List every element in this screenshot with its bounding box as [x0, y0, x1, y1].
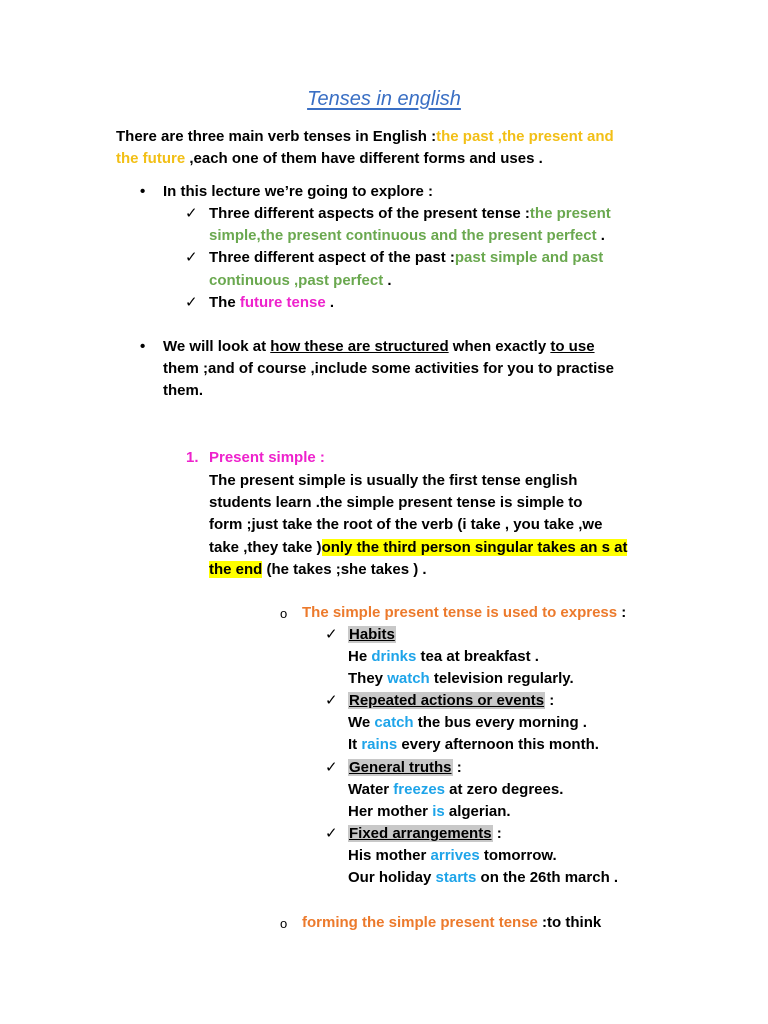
- example-verb: freezes: [393, 781, 445, 798]
- example-text: He: [348, 648, 372, 665]
- check-item-text: .: [325, 294, 335, 311]
- bullet-1-text: In this lecture we’re going to explore :: [163, 183, 434, 200]
- example-text: television regularly.: [429, 670, 574, 687]
- check-item-1-line-2: [209, 226, 605, 246]
- check-item-text: The: [209, 294, 240, 311]
- example-text: It: [348, 736, 362, 753]
- forming-heading-suffix: :to think: [537, 914, 602, 931]
- use-label: Repeated actions or events: [349, 692, 545, 709]
- use-label-suffix: :: [452, 759, 462, 776]
- intro-line-1: [116, 127, 614, 147]
- forming-heading-text: forming the simple present tense: [302, 914, 538, 931]
- example-text: Water: [348, 781, 394, 798]
- check-item-text: .: [383, 272, 392, 289]
- present-aspects: simple,the present continuous and the present perfect: [209, 227, 597, 244]
- bullet-2-text: when exactly: [448, 338, 551, 355]
- intro-text: There are three main verb tenses in English :: [116, 128, 437, 145]
- circle-bullet-icon: o: [280, 916, 288, 931]
- checkmark-icon: ✓: [325, 692, 338, 709]
- example-sentence: [348, 846, 557, 866]
- example-text: tea at breakfast .: [416, 648, 539, 665]
- forming-heading: [302, 913, 601, 933]
- check-item-text: Three different aspects of the present tense :: [209, 205, 530, 222]
- section-paragraph-line: [209, 559, 427, 581]
- intro-text: ,each one of them have different forms and uses .: [185, 150, 543, 167]
- checkmark-icon: ✓: [185, 294, 198, 311]
- checkmark-icon: ✓: [185, 249, 198, 266]
- check-item-2-line-2: [209, 271, 392, 291]
- past-aspects: continuous ,past perfect: [209, 272, 384, 289]
- section-paragraph-line: [209, 537, 627, 559]
- circle-bullet-icon: o: [280, 606, 288, 621]
- bullet-icon: •: [140, 183, 146, 200]
- use-label: Habits: [349, 626, 395, 643]
- example-text: the bus every morning .: [413, 714, 587, 731]
- uses-heading: [302, 603, 626, 623]
- highlighted-rule: only the third person singular takes an s at: [321, 539, 628, 556]
- example-verb: arrives: [430, 847, 480, 864]
- use-label: Fixed arrangements: [349, 825, 492, 842]
- example-text: every afternoon this month.: [397, 736, 599, 753]
- use-label-suffix: :: [492, 825, 502, 842]
- example-verb: drinks: [371, 648, 417, 665]
- section-paragraph-line: form ;just take the root of the verb (i take , you take ,we: [209, 516, 603, 533]
- bullet-2-line-3: them.: [163, 382, 204, 399]
- example-sentence: [348, 647, 539, 667]
- section-paragraph-line: students learn .the simple present tense is simple to: [209, 494, 583, 511]
- checkmark-icon: ✓: [325, 759, 338, 776]
- section-number: 1.: [186, 449, 199, 466]
- example-text: They: [348, 670, 388, 687]
- bullet-icon: •: [140, 338, 146, 355]
- example-sentence: [348, 780, 563, 800]
- use-label-line: [348, 691, 554, 711]
- use-label: General truths: [349, 759, 452, 776]
- intro-future-highlight: the future: [116, 150, 186, 167]
- use-label-line: [348, 824, 502, 844]
- example-text: His mother: [348, 847, 431, 864]
- example-sentence: [348, 713, 587, 733]
- underlined-phrase: to use: [550, 338, 595, 355]
- example-sentence: [348, 735, 599, 755]
- underlined-phrase: how these are structured: [270, 338, 449, 355]
- present-aspects: the present: [529, 205, 611, 222]
- example-text: algerian.: [444, 803, 511, 820]
- bullet-2-line-2: them ;and of course ,include some activities for you to practise: [163, 360, 614, 377]
- example-verb: watch: [387, 670, 430, 687]
- use-label-line: [348, 758, 462, 778]
- example-sentence: [348, 669, 574, 689]
- example-text: Her mother: [348, 803, 433, 820]
- paragraph-text: take ,they take ): [209, 539, 322, 556]
- paragraph-text: (he takes ;she takes ) .: [262, 561, 427, 578]
- highlighted-rule: the end: [209, 561, 263, 578]
- check-item-2-line-1: [209, 248, 603, 268]
- uses-heading-colon: :: [617, 604, 627, 621]
- example-text: tomorrow.: [479, 847, 557, 864]
- section-heading: Present simple :: [209, 449, 325, 466]
- checkmark-icon: ✓: [325, 825, 338, 842]
- check-item-text: Three different aspect of the past :: [209, 249, 455, 266]
- example-verb: starts: [435, 869, 477, 886]
- example-text: Our holiday: [348, 869, 436, 886]
- bullet-2-text: We will look at: [163, 338, 271, 355]
- example-sentence: [348, 868, 618, 888]
- check-item-3: [209, 293, 334, 313]
- check-item-text: .: [596, 227, 605, 244]
- page-title: Tenses in english: [307, 88, 461, 110]
- example-text: at zero degrees.: [445, 781, 564, 798]
- checkmark-icon: ✓: [185, 205, 198, 222]
- example-verb: is: [432, 803, 445, 820]
- example-verb: catch: [374, 714, 414, 731]
- section-paragraph-line: The present simple is usually the first tense english: [209, 472, 578, 489]
- past-aspects: past simple and past: [454, 249, 604, 266]
- example-verb: rains: [361, 736, 398, 753]
- uses-heading-text: The simple present tense is used to express: [302, 604, 618, 621]
- example-sentence: [348, 802, 511, 822]
- future-tense: future tense: [239, 294, 326, 311]
- check-item-1-line-1: [209, 204, 611, 224]
- use-label-line: [348, 625, 396, 645]
- checkmark-icon: ✓: [325, 626, 338, 643]
- example-text: on the 26th march .: [476, 869, 619, 886]
- intro-line-2: [116, 149, 543, 169]
- example-text: We: [348, 714, 375, 731]
- use-label-suffix: :: [545, 692, 555, 709]
- intro-tenses-highlight: the past ,the present and: [436, 128, 614, 145]
- bullet-2-line-1: [163, 337, 595, 357]
